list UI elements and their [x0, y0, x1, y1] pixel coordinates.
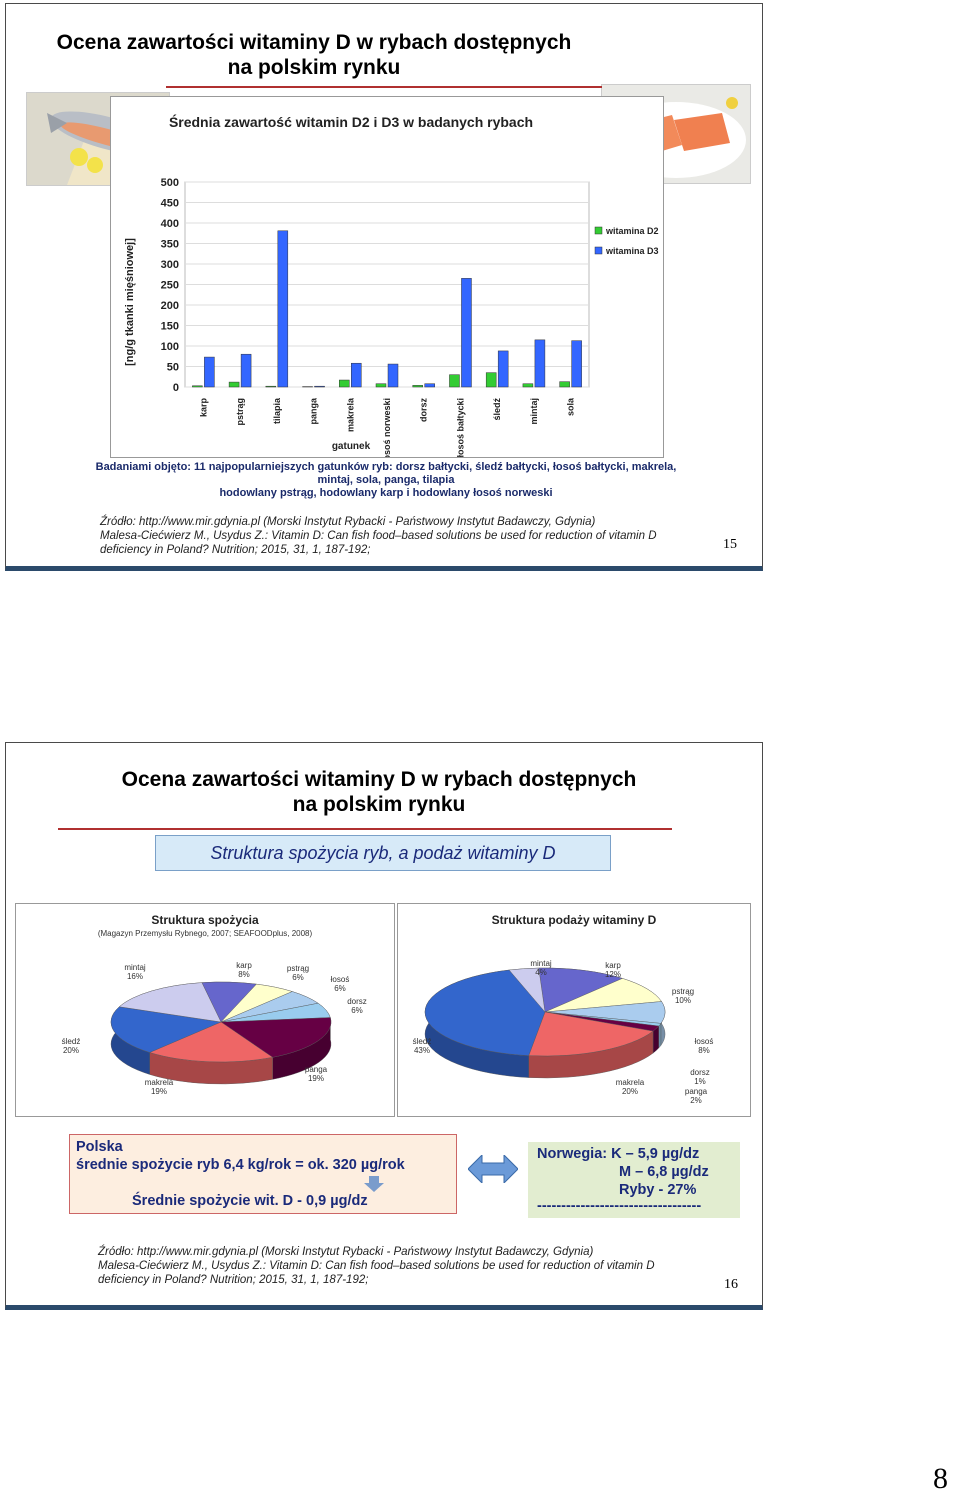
bar-d3: [351, 363, 361, 387]
pie-value-label: 8%: [238, 970, 250, 979]
legend-label: witamina D2: [605, 226, 659, 236]
source-citation: [100, 515, 657, 557]
bar-d3: [204, 357, 214, 387]
vitamin-d-supply-pie-chart: [398, 904, 750, 1116]
bar-d3: [535, 340, 545, 387]
x-tick-label: tilapia: [272, 397, 282, 424]
bar-d2: [413, 385, 423, 387]
bar-d2: [523, 384, 533, 387]
source-line-1: Źródło: http://www.mir.gdynia.pl (Morski Instytut Rybacki - Państwowy Instytut Badawczy, Gdynia): [100, 515, 657, 529]
norway-info-box: [528, 1142, 740, 1218]
pie-label: łosoś: [331, 975, 350, 984]
poland-line-1: średnie spożycie ryb 6,4 kg/rok = ok. 320 µg/rok: [76, 1157, 405, 1173]
pie-value-label: 19%: [151, 1087, 167, 1096]
consumption-pie-chart: [16, 904, 394, 1116]
norway-line-3: Ryby - 27%: [619, 1182, 696, 1198]
bar-d2: [560, 382, 570, 387]
y-tick-label: 250: [161, 280, 179, 292]
title-underline: [166, 86, 602, 88]
x-tick-label: łosoś norweski: [382, 398, 392, 457]
slide-title: [1, 767, 757, 817]
y-tick-label: 350: [161, 239, 179, 251]
pie-label: panga: [305, 1065, 328, 1074]
legend-swatch: [595, 247, 602, 254]
norway-line-4: ----------------------------------: [537, 1198, 701, 1214]
pie-label: makrela: [616, 1078, 645, 1087]
bar-d2: [339, 380, 349, 387]
pie-value-label: 6%: [334, 984, 346, 993]
poland-info-box: [69, 1134, 457, 1214]
x-tick-label: karp: [198, 398, 208, 418]
bar-d2: [229, 382, 239, 387]
pie-label: śledź: [413, 1037, 432, 1046]
y-tick-label: 50: [167, 362, 179, 374]
y-tick-label: 200: [161, 300, 179, 312]
pie-value-label: 10%: [675, 996, 691, 1005]
pie-label: mintaj: [124, 963, 146, 972]
pie-label: dorsz: [347, 997, 367, 1006]
pie-label: łosoś: [695, 1037, 714, 1046]
pie-label: śledź: [62, 1037, 81, 1046]
pie-value-label: 12%: [605, 970, 621, 979]
pie-label: dorsz: [690, 1068, 710, 1077]
source-citation: [98, 1245, 655, 1287]
x-tick-label: pstrąg: [235, 398, 245, 426]
norway-line-2: M – 6,8 µg/dz: [619, 1164, 709, 1180]
source-line-2: Malesa-Ciećwierz M., Usydus Z.: Vitamin D: Can fish food–based solutions be used for reduction of vitamin D: [100, 529, 657, 543]
y-axis-label: [ng/g tkanki mięśniowej]: [124, 238, 136, 366]
section-subtitle: Struktura spożycia ryb, a podaż witaminy D: [155, 835, 611, 871]
x-tick-label: łosoś bałtycki: [455, 398, 465, 457]
title-line-2: na polskim rynku: [0, 55, 692, 80]
vitamin-d-bar-chart: [111, 97, 663, 457]
pie-value-label: 6%: [292, 973, 304, 982]
pie-chart-consumption-panel: [15, 903, 395, 1117]
legend-swatch: [595, 227, 602, 234]
bar-d3: [241, 354, 251, 387]
pie-label: mintaj: [530, 959, 552, 968]
bar-d2: [376, 384, 386, 387]
x-tick-label: makrela: [345, 397, 355, 432]
poland-heading: Polska: [76, 1139, 123, 1155]
bar-d3: [425, 384, 435, 387]
pie-value-label: 6%: [351, 1006, 363, 1015]
bar-d3: [388, 364, 398, 387]
source-line-3: deficiency in Poland? Nutrition; 2015, 31, 1, 187-192;: [98, 1273, 655, 1287]
pie-value-label: 19%: [308, 1074, 324, 1083]
title-line-1: Ocena zawartości witaminy D w rybach dostępnych: [1, 767, 757, 792]
y-tick-label: 300: [161, 259, 179, 271]
title-line-2: na polskim rynku: [1, 792, 757, 817]
x-tick-label: mintaj: [529, 398, 539, 425]
y-tick-label: 150: [161, 321, 179, 333]
pie-value-label: 4%: [535, 968, 547, 977]
bar-d3: [315, 386, 325, 387]
source-line-2: Malesa-Ciećwierz M., Usydus Z.: Vitamin D: Can fish food–based solutions be used for reduction of vitamin D: [98, 1259, 655, 1273]
bar-d2: [266, 386, 276, 387]
bar-d3: [498, 351, 508, 387]
note-line-2: mintaj, sola, panga, tilapia: [86, 474, 686, 487]
pie-value-label: 16%: [127, 972, 143, 981]
bar-d2: [449, 375, 459, 387]
legend-label: witamina D3: [605, 246, 659, 256]
study-note: [86, 461, 686, 500]
down-arrow-icon: [364, 1176, 384, 1192]
bar-d3: [278, 231, 288, 387]
document-page-number: 8: [933, 1462, 948, 1496]
bar-d2: [192, 386, 202, 387]
pie-top: [111, 982, 331, 1062]
norway-line-1: Norwegia: K – 5,9 µg/dz: [537, 1146, 699, 1162]
x-axis-label: gatunek: [332, 441, 371, 452]
pie-title: Struktura spożycia: [151, 913, 259, 927]
slide-15: [5, 3, 763, 571]
pie-label: pstrąg: [672, 987, 694, 996]
pie-label: panga: [685, 1087, 708, 1096]
note-line-1: Badaniami objęto: 11 najpopularniejszych gatunków ryb: dorsz bałtycki, śledź bałtycki, łosoś bałtycki, makrela,: [86, 461, 686, 474]
y-tick-label: 450: [161, 198, 179, 210]
bar-d2: [486, 373, 496, 387]
y-tick-label: 0: [173, 382, 179, 394]
bar-d3: [461, 278, 471, 387]
note-line-3: hodowlany pstrąg, hodowlany karp i hodowlany łosoś norweski: [86, 487, 686, 500]
double-arrow-icon: [468, 1155, 518, 1183]
bar-chart-panel: [110, 96, 664, 458]
pie-label: karp: [236, 961, 252, 970]
source-line-3: deficiency in Poland? Nutrition; 2015, 31, 1, 187-192;: [100, 543, 657, 557]
x-tick-label: dorsz: [419, 398, 429, 423]
pie-top: [425, 968, 665, 1056]
pie-slice-side: [659, 1023, 661, 1048]
slide-page-number: 16: [724, 1277, 738, 1293]
bar-d3: [572, 341, 582, 387]
slide-title: [0, 30, 692, 80]
pie-value-label: 20%: [622, 1087, 638, 1096]
pie-value-label: 8%: [698, 1046, 710, 1055]
slide-page-number: 15: [723, 537, 737, 553]
pie-chart-vitd-supply-panel: [397, 903, 751, 1117]
y-tick-label: 100: [161, 341, 179, 353]
pie-title: Struktura podaży witaminy D: [492, 913, 657, 927]
pie-value-label: 1%: [694, 1077, 706, 1086]
poland-line-2: Średnie spożycie wit. D - 0,9 µg/dz: [132, 1193, 368, 1209]
title-line-1: Ocena zawartości witaminy D w rybach dostępnych: [0, 30, 692, 55]
x-tick-label: śledź: [492, 398, 502, 421]
pie-value-label: 2%: [690, 1096, 702, 1105]
y-tick-label: 500: [161, 177, 179, 189]
pie-subtitle: (Magazyn Przemysłu Rybnego, 2007; SEAFOODplus, 2008): [98, 929, 313, 938]
y-tick-label: 400: [161, 218, 179, 230]
chart-title: Średnia zawartość witamin D2 i D3 w badanych rybach: [169, 113, 533, 130]
title-underline: [58, 828, 672, 830]
x-tick-label: sola: [566, 397, 576, 416]
pie-label: pstrąg: [287, 964, 309, 973]
pie-label: karp: [605, 961, 621, 970]
slide-16: [5, 742, 763, 1310]
x-tick-label: panga: [309, 397, 319, 424]
pie-value-label: 20%: [63, 1046, 79, 1055]
source-line-1: Źródło: http://www.mir.gdynia.pl (Morski Instytut Rybacki - Państwowy Instytut Badawczy, Gdynia): [98, 1245, 655, 1259]
pie-value-label: 43%: [414, 1046, 430, 1055]
pie-label: makrela: [145, 1078, 174, 1087]
